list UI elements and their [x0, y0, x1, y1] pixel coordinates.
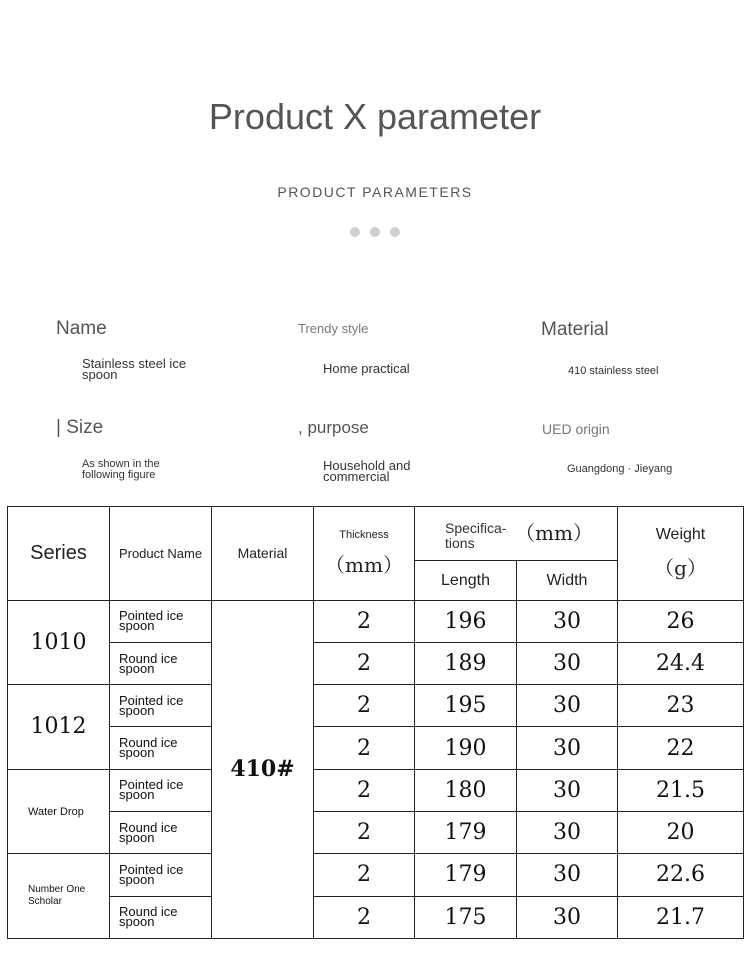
- dot-icon: [370, 227, 380, 237]
- purpose-label: , purpose: [298, 418, 369, 437]
- header-specifications-unit: （mm）: [515, 520, 593, 545]
- size-label: | Size: [56, 417, 104, 438]
- header-specifications: [415, 507, 618, 561]
- width-cell: 30: [517, 642, 618, 684]
- name-label: Name: [56, 318, 107, 339]
- thickness-cell: 2: [314, 685, 415, 727]
- table-row: [8, 685, 744, 727]
- header-product-name: Product Name: [110, 507, 212, 601]
- name-value: Stainless steel ice spoon: [82, 356, 187, 382]
- header-thickness-unit: （mm）: [325, 552, 403, 577]
- header-width: Width: [517, 561, 618, 600]
- origin-value: Guangdong · Jieyang: [567, 463, 673, 475]
- length-cell: 179: [415, 812, 517, 854]
- length-cell: 179: [415, 854, 517, 896]
- width-cell: 30: [517, 812, 618, 854]
- thickness-cell: 2: [314, 854, 415, 896]
- length-cell: 190: [415, 727, 517, 769]
- material-cell: 410#: [212, 600, 314, 938]
- table-row: [8, 727, 744, 769]
- thickness-cell: 2: [314, 896, 415, 938]
- weight-cell: 24.4: [618, 642, 744, 684]
- header-series: Series: [8, 507, 110, 601]
- series-cell: Water Drop: [8, 769, 110, 854]
- length-cell: 189: [415, 642, 517, 684]
- header-material: Material: [212, 507, 314, 601]
- header-weight-label: Weight: [655, 525, 706, 543]
- width-cell: 30: [517, 685, 618, 727]
- length-cell: 195: [415, 685, 517, 727]
- table-row: [8, 600, 744, 642]
- product-name-cell: Pointed ice spoon: [110, 769, 212, 811]
- header-weight-unit: （g）: [654, 555, 707, 580]
- header-specifications-label: Specifica-tions: [445, 519, 507, 551]
- table-header-row: [8, 507, 744, 561]
- parameter-table: [7, 506, 744, 939]
- product-name-cell: Pointed ice spoon: [110, 854, 212, 896]
- page-subtitle: PRODUCT PARAMETERS: [277, 184, 473, 200]
- weight-cell: 21.7: [618, 896, 744, 938]
- page-title: Product X parameter: [208, 96, 542, 137]
- thickness-cell: 2: [314, 600, 415, 642]
- table-row: [8, 896, 744, 938]
- dot-icon: [390, 227, 400, 237]
- product-name-cell: Round ice spoon: [110, 727, 212, 769]
- width-cell: 30: [517, 769, 618, 811]
- weight-cell: 22.6: [618, 854, 744, 896]
- table-row: [8, 854, 744, 896]
- series-cell: 1012: [8, 685, 110, 770]
- weight-cell: 20: [618, 812, 744, 854]
- series-cell: 1010: [8, 600, 110, 685]
- product-name-cell: Round ice spoon: [110, 812, 212, 854]
- header-weight: [618, 507, 744, 601]
- length-cell: 175: [415, 896, 517, 938]
- product-name-cell: Pointed ice spoon: [110, 685, 212, 727]
- thickness-cell: 2: [314, 642, 415, 684]
- length-cell: 196: [415, 600, 517, 642]
- product-name-cell: Round ice spoon: [110, 896, 212, 938]
- table-row: [8, 769, 744, 811]
- material-value: 410 stainless steel: [568, 365, 659, 377]
- weight-cell: 23: [618, 685, 744, 727]
- weight-cell: 26: [618, 600, 744, 642]
- series-cell: Number One Scholar: [8, 854, 110, 939]
- width-cell: 30: [517, 727, 618, 769]
- weight-cell: 22: [618, 727, 744, 769]
- width-cell: 30: [517, 854, 618, 896]
- dots-decoration: [350, 227, 400, 237]
- thickness-cell: 2: [314, 769, 415, 811]
- thickness-cell: 2: [314, 812, 415, 854]
- product-name-cell: Pointed ice spoon: [110, 600, 212, 642]
- purpose-value: Household and commercial: [323, 458, 411, 484]
- header-length: Length: [415, 561, 517, 600]
- style-value: Home practical: [323, 361, 410, 376]
- table-row: [8, 642, 744, 684]
- style-label: Trendy style: [298, 321, 369, 336]
- weight-cell: 21.5: [618, 769, 744, 811]
- width-cell: 30: [517, 896, 618, 938]
- header-thickness-label: Thickness: [339, 528, 389, 541]
- length-cell: 180: [415, 769, 517, 811]
- size-value: As shown in the following figure: [82, 458, 160, 481]
- product-name-cell: Round ice spoon: [110, 642, 212, 684]
- thickness-cell: 2: [314, 727, 415, 769]
- table-row: [8, 812, 744, 854]
- header-thickness: [314, 507, 415, 601]
- width-cell: 30: [517, 600, 618, 642]
- origin-label: UED origin: [542, 421, 610, 437]
- dot-icon: [350, 227, 360, 237]
- material-label: Material: [541, 319, 609, 340]
